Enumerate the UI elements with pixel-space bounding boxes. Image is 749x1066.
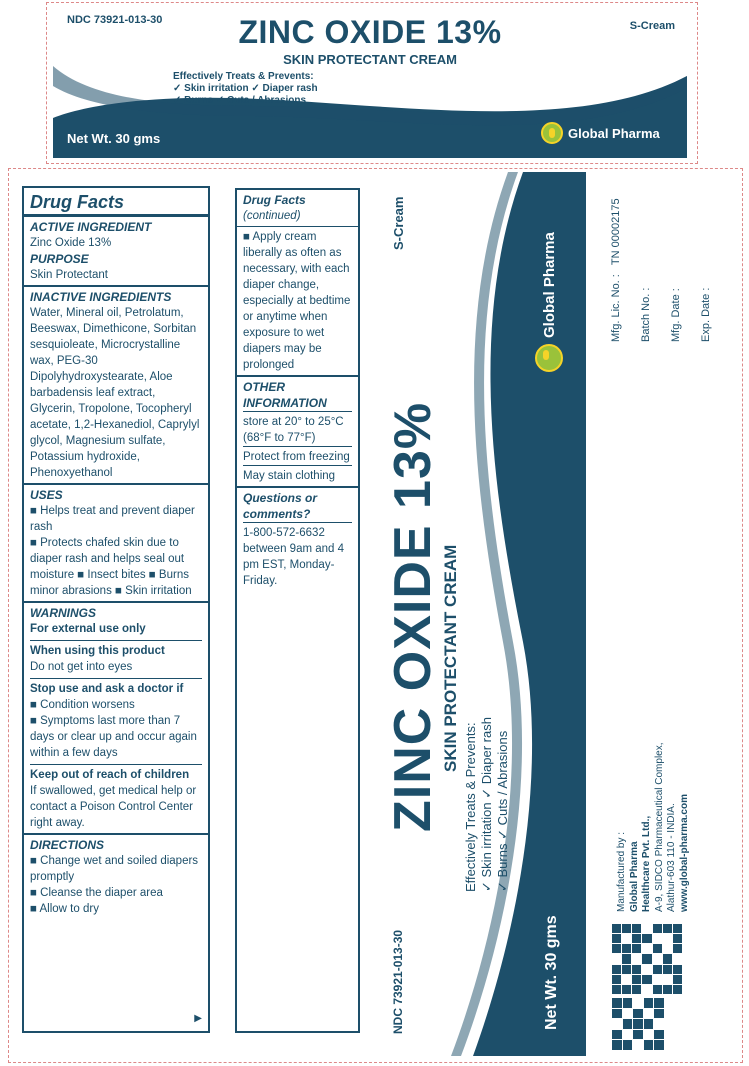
top-claims <box>173 71 318 107</box>
qr-code-icon <box>612 924 682 994</box>
uses-item: ■ Protects chafed skin due to diaper rash and helps seal out moisture ■ Insect bites ■ Burns minor abrasions ■ Skin irritation <box>30 537 192 597</box>
apply-text: ■ Apply cream liberally as often as necessary, with each diaper change, especially at bedtime or anytime when exposure to wet diapers may be prolonged <box>243 231 351 371</box>
inactive-ingredients-value: Water, Mineral oil, Petrolatum, Beeswax, Dimethicone, Sorbitan sesquioleate, Microcrystalline wax, PEG-30 Dipolyhydroxystearate, Aloe barbadensis leaf extract, Glycerin, Tropolone, Tocopheryl acetate, 1,2-Hexanediol, Caprylyl glycol, Magnesium sulfate, Potassium hydroxide, Phenoxyethanol <box>30 307 200 479</box>
continue-arrow-icon: ▶ <box>194 1013 202 1024</box>
mfg-lic-label: Mfg. Lic. No. : <box>610 274 622 342</box>
directions-heading: DIRECTIONS <box>30 838 105 852</box>
continued-title: Drug Facts <box>243 193 306 207</box>
stop-use-item: ■ Symptoms last more than 7 days or clear up and occur again within a few days <box>30 715 197 759</box>
stop-use-heading: Stop use and ask a doctor if <box>30 678 202 697</box>
uses-item: ■ Helps treat and prevent diaper rash <box>30 505 195 533</box>
front-brand-name: Global Pharma <box>540 232 558 338</box>
keep-out-value: If swallowed, get medical help or contact a Poison Control Center right away. <box>30 785 197 829</box>
directions-item: ■ Allow to dry <box>30 903 99 915</box>
mfg-lic-row <box>610 198 622 342</box>
other-information-item: May stain clothing <box>243 465 352 484</box>
questions-value: 1-800-572-6632 between 9am and 4 pm EST, Monday-Friday. <box>243 522 352 589</box>
top-claims-line1: ✓ Skin irritation ✓ Diaper rash <box>173 83 318 94</box>
top-title: ZINC OXIDE 13% <box>238 14 502 50</box>
directions-item: ■ Change wet and soiled diapers promptly <box>30 855 199 883</box>
global-pharma-logo-icon <box>535 344 563 372</box>
when-using-heading: When using this product <box>30 640 202 659</box>
front-net-weight: Net Wt. 30 gms <box>543 915 560 1030</box>
stop-use-item: ■ Condition worsens <box>30 699 135 711</box>
front-subtitle: SKIN PROTECTANT CREAM <box>441 544 460 772</box>
active-ingredient-heading: ACTIVE INGREDIENT <box>30 220 152 234</box>
drug-facts-panel <box>22 186 210 1033</box>
purpose-value: Skin Protectant <box>30 269 108 281</box>
info-panel <box>600 172 734 1056</box>
continued-subtitle: (continued) <box>243 210 301 222</box>
directions-section <box>24 833 208 919</box>
qr-code-icon <box>612 998 664 1050</box>
batch-no-label: Batch No. : <box>640 287 652 342</box>
front-title: ZINC OXIDE 13% <box>384 401 442 832</box>
keep-out-heading: Keep out of reach of children <box>30 764 202 783</box>
top-ndc: NDC 73921-013-30 <box>67 14 163 26</box>
manufactured-by: Manufactured by : <box>616 831 627 912</box>
uses-heading: USES <box>30 488 63 502</box>
top-claims-line2: ✓ Burns ✓ Cuts / Abrasions <box>173 95 307 106</box>
other-information-item: Protect from freezing <box>243 446 352 465</box>
front-variant: S-Cream <box>391 196 406 250</box>
active-ingredient-section <box>24 214 208 285</box>
drug-facts-continued-panel <box>235 188 360 1033</box>
front-panel <box>373 172 586 1056</box>
continued-header <box>237 190 358 226</box>
mfg-date-label: Mfg. Date : <box>670 288 682 342</box>
warnings-heading: WARNINGS <box>30 606 96 620</box>
top-net-weight: Net Wt. 30 gms <box>67 131 161 146</box>
other-information-section <box>237 375 358 486</box>
questions-heading: Questions or comments? <box>243 491 318 521</box>
address-line: Alathur-603 110 - INDIA. <box>666 803 677 912</box>
website: www.global-pharma.com <box>678 794 690 912</box>
exp-date-label: Exp. Date : <box>700 287 712 342</box>
apply-section <box>237 226 358 375</box>
front-claims <box>463 717 511 892</box>
other-information-item: store at 20° to 25°C (68°F to 77°F) <box>243 411 352 446</box>
mfg-lic-value: TN 00002175 <box>610 198 622 266</box>
front-brand <box>535 232 563 372</box>
top-claims-heading: Effectively Treats & Prevents: <box>173 71 314 82</box>
inactive-ingredients-section <box>24 285 208 483</box>
front-claims-heading: Effectively Treats & Prevents: <box>463 722 478 892</box>
address-line: A-9, SIDCO Pharmaceutical Complex, <box>653 742 665 912</box>
top-brand <box>541 122 660 144</box>
when-using-value: Do not get into eyes <box>30 661 133 673</box>
manufacturer-block <box>616 742 691 912</box>
warnings-external: For external use only <box>30 623 146 635</box>
front-ndc: NDC 73921-013-30 <box>391 929 405 1034</box>
other-information-heading: OTHER INFORMATION <box>243 380 327 410</box>
top-variant: S-Cream <box>629 20 675 32</box>
top-brand-name: Global Pharma <box>568 125 660 141</box>
top-flap <box>53 6 687 158</box>
warnings-section <box>24 601 208 833</box>
directions-item: ■ Cleanse the diaper area <box>30 887 163 899</box>
front-claims-line1: ✓ Skin irritation ✓ Diaper rash <box>479 717 494 892</box>
active-ingredient-value: Zinc Oxide 13% <box>30 237 112 249</box>
company-name-2: Healthcare Pvt. Ltd., <box>641 815 652 912</box>
purpose-heading: PURPOSE <box>30 252 89 266</box>
company-name: Global Pharma <box>628 841 640 912</box>
drug-facts-title: Drug Facts <box>30 192 125 212</box>
questions-section <box>237 486 358 591</box>
top-subtitle: SKIN PROTECTANT CREAM <box>283 52 457 67</box>
front-claims-line2: ✓ Burns ✓ Cuts / Abrasions <box>495 730 510 892</box>
global-pharma-logo-icon <box>541 122 563 144</box>
uses-section <box>24 483 208 601</box>
inactive-ingredients-heading: INACTIVE INGREDIENTS <box>30 290 172 304</box>
